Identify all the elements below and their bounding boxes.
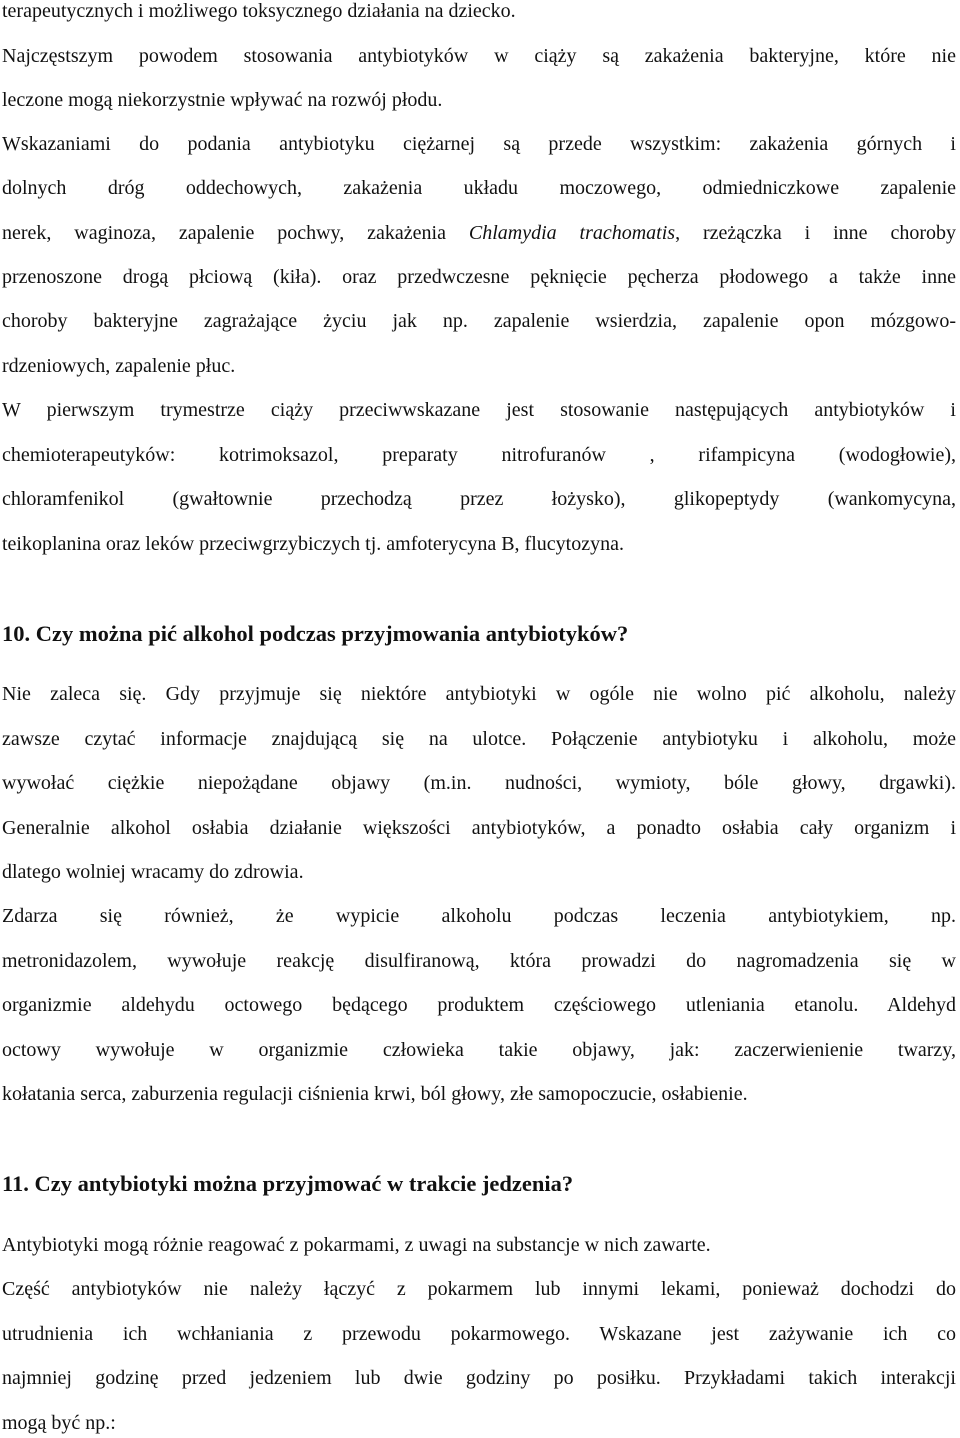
text-line: zawsze czytać informacje znajdującą się na ulotce. Połączenie antybiotyku i alkoholu, może [2, 728, 956, 750]
text-line: organizmie aldehydu octowego będącego produktem częściowego utleniania etanolu. Aldehyd [2, 994, 956, 1016]
text-line: Część antybiotyków nie należy łączyć z pokarmem lub innymi lekami, ponieważ dochodzi do [2, 1278, 956, 1300]
text-line-with-italic [2, 218, 956, 248]
section-heading-11: 11. Czy antybiotyki można przyjmować w trakcie jedzenia? [2, 1171, 574, 1196]
text-line: chemioterapeutyków: kotrimoksazol, preparaty nitrofuranów , rifampicyna (wodogłowie), [2, 444, 956, 466]
text-line: wywołać ciężkie niepożądane objawy (m.in. nudności, wymioty, bóle głowy, drgawki). [2, 772, 956, 794]
text-line: Najczęstszym powodem stosowania antybiotyków w ciąży są zakażenia bakteryjne, które nie [2, 45, 956, 67]
text-line: przenoszone drogą płciową (kiła). oraz przedwczesne pęknięcie pęcherza płodowego a także inne [2, 266, 956, 288]
text-line: chloramfenikol (gwałtownie przechodzą przez łożysko), glikopeptydy (wankomycyna, [2, 488, 956, 510]
text-line: kołatania serca, zaburzenia regulacji ciśnienia krwi, ból głowy, złe samopoczucie, osłabienie. [2, 1083, 748, 1105]
text-line: Zdarza się również, że wypicie alkoholu podczas leczenia antybiotykiem, np. [2, 905, 956, 927]
text-line: dolnych dróg oddechowych, zakażenia układu moczowego, odmiedniczkowe zapalenie [2, 177, 956, 199]
text-line: W pierwszym trymestrze ciąży przeciwwskazane jest stosowanie następujących antybiotyków i [2, 399, 956, 421]
text-line: mogą być np.: [2, 1412, 116, 1434]
text-line: utrudnienia ich wchłaniania z przewodu pokarmowego. Wskazane jest zażywanie ich co [2, 1323, 956, 1345]
text-line: terapeutycznych i możliwego toksycznego działania na dziecko. [2, 0, 516, 22]
text-line: Generalnie alkohol osłabia działanie większości antybiotyków, a ponadto osłabia cały organizm i [2, 817, 956, 839]
italic-term: Chlamydia trachomatis [468, 222, 676, 244]
text-line: najmniej godzinę przed jedzeniem lub dwie godziny po posiłku. Przykładami takich interakcji [2, 1367, 956, 1389]
text-line: rdzeniowych, zapalenie płuc. [2, 355, 236, 377]
text-line: teikoplanina oraz leków przeciwgrzybiczych tj. amfoterycyna B, flucytozyna. [2, 533, 624, 555]
text-segment: , rzeżączka i inne choroby [675, 222, 956, 244]
text-line: metronidazolem, wywołuje reakcję disulfiranową, która prowadzi do nagromadzenia się w [2, 950, 956, 972]
text-line: octowy wywołuje w organizmie człowieka takie objawy, jak: zaczerwienienie twarzy, [2, 1039, 956, 1061]
text-line: leczone mogą niekorzystnie wpływać na rozwój płodu. [2, 89, 443, 111]
text-line: Antybiotyki mogą różnie reagować z pokarmami, z uwagi na substancje w nich zawarte. [2, 1234, 711, 1256]
text-line: dlatego wolniej wracamy do zdrowia. [2, 861, 304, 883]
text-segment: nerek, waginoza, zapalenie pochwy, zakażenia [2, 222, 469, 244]
text-line: Wskazaniami do podania antybiotyku ciężarnej są przede wszystkim: zakażenia górnych i [2, 133, 956, 155]
section-heading-10: 10. Czy można pić alkohol podczas przyjmowania antybiotyków? [2, 621, 629, 646]
text-line: choroby bakteryjne zagrażające życiu jak np. zapalenie wsierdzia, zapalenie opon mózgowo- [2, 310, 956, 332]
text-line: Nie zaleca się. Gdy przyjmuje się niektóre antybiotyki w ogóle nie wolno pić alkoholu, należy [2, 683, 956, 705]
